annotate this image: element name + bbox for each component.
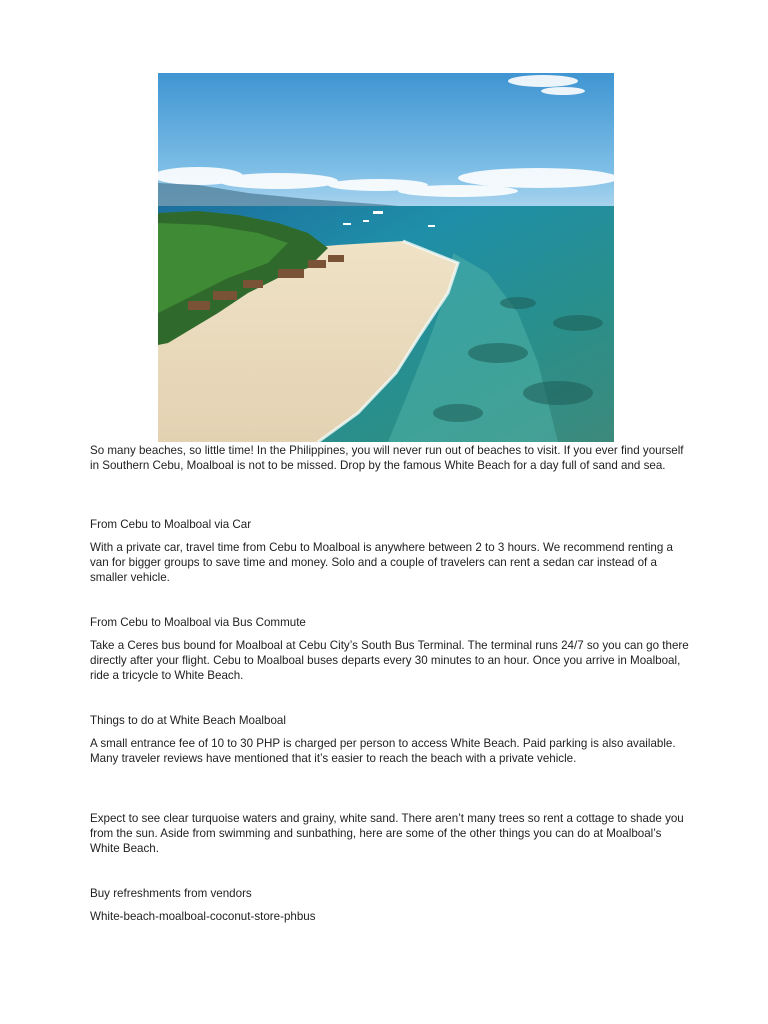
refreshments-heading: Buy refreshments from vendors: [90, 887, 252, 900]
things-to-do-heading: Things to do at White Beach Moalboal: [90, 714, 286, 727]
entrance-fee-paragraph: A small entrance fee of 10 to 30 PHP is charged per person to access White Beach. Paid parking is also available. Many traveler reviews have mentioned that it’s easier to reach the beach with a private vehicle.: [90, 737, 676, 765]
image-caption: White-beach-moalboal-coconut-store-phbus: [90, 910, 316, 923]
bus-heading: From Cebu to Moalboal via Bus Commute: [90, 616, 306, 629]
expect-paragraph: Expect to see clear turquoise waters and grainy, white sand. There aren’t many trees so rent a cottage to shade you from the sun. Aside from swimming and sunbathing, here are some of the other things you can do at Moalboal’s White Beach.: [90, 812, 684, 855]
intro-paragraph: So many beaches, so little time! In the Philippines, you will never run out of beaches to visit. If you ever find yourself in Southern Cebu, Moalboal is not to be missed. Drop by the famous White Beach for a day full of sand and sea.: [90, 444, 684, 472]
beach-photo: [158, 73, 614, 442]
bus-paragraph: Take a Ceres bus bound for Moalboal at Cebu City’s South Bus Terminal. The terminal runs 24/7 so you can go there directly after your flight. Cebu to Moalboal buses departs every 30 minutes to an hour. Once you arrive in Moalboal, ride a tricycle to White Beach.: [90, 639, 689, 682]
car-paragraph: With a private car, travel time from Cebu to Moalboal is anywhere between 2 to 3 hours. We recommend renting a van for bigger groups to save time and money. Solo and a couple of travelers can rent a sedan car instead of a smaller vehicle.: [90, 541, 673, 584]
car-heading: From Cebu to Moalboal via Car: [90, 518, 252, 531]
